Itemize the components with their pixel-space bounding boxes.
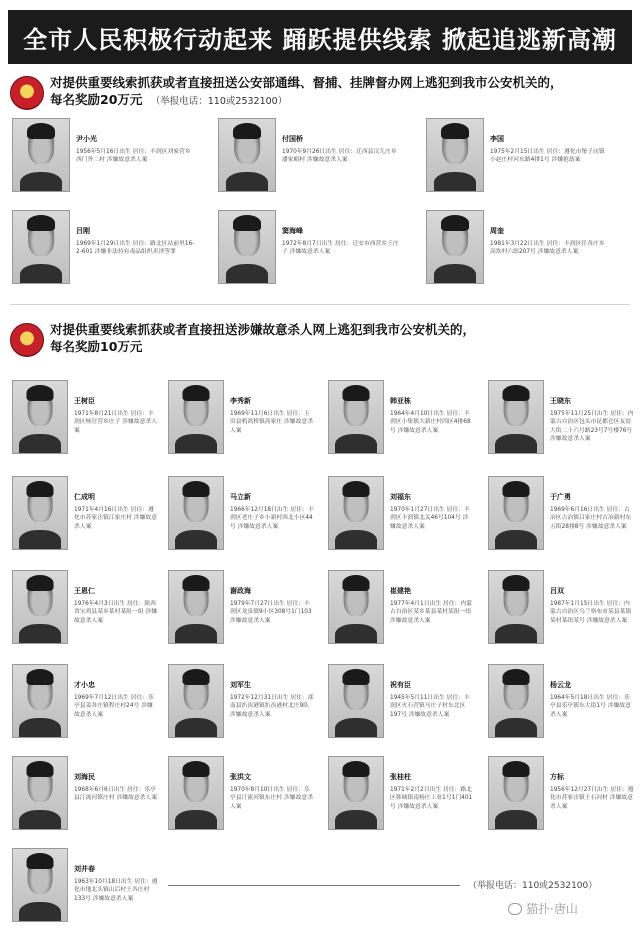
suspect-info: 1979年7月27日出生 居住：丰润区龙泉镇9小区308号1门103 涉嫌故意杀人案 [230, 601, 312, 624]
suspect-card [12, 756, 158, 830]
suspect-card [426, 210, 610, 284]
suspect-card [488, 570, 634, 644]
suspect-name: 王晓东 [550, 397, 571, 405]
suspect-info: 1969年1月29日出生 居住：路北区站前里16-2-601 涉嫌非法持有毒品组织卖淫等罪 [76, 241, 195, 256]
suspect-card [488, 476, 634, 550]
watermark [508, 900, 578, 917]
suspect-name: 刘福东 [390, 493, 411, 501]
suspect-info: 1964年4月10日出生 居住：丰润区小集镇大新庄村四区4排68号 涉嫌故意杀人案 [390, 411, 471, 434]
section1-line1: 对提供重要线索抓获或者直接扭送公安部通缉、督捕、挂牌督办网上逃犯到我市公安机关的， [50, 75, 563, 90]
suspect-name: 吕双 [550, 587, 564, 595]
suspect-name: 于广勇 [550, 493, 571, 501]
suspect-photo [12, 118, 70, 192]
suspect-info: 1966年12月18日出生 居住：丰润区老庄子乡小新村西北小区44号 涉嫌故意杀人案 [230, 507, 314, 530]
suspect-photo [328, 570, 384, 644]
suspect-name: 张洪文 [230, 773, 251, 781]
suspect-name: 马立新 [230, 493, 251, 501]
suspect-info: 1976年4月3日出生 居住：陕西省宝鸡县某乡某村某组一组 涉嫌故意杀人案 [74, 601, 157, 624]
suspect-card [218, 118, 402, 192]
suspect-name: 李国 [490, 135, 504, 143]
footer-rule [168, 885, 460, 886]
suspect-photo [12, 380, 68, 454]
suspect-photo [168, 476, 224, 550]
suspect-photo [12, 476, 68, 550]
suspect-info: 1968年6月6日出生 居住：乐亭县汀流河镇庄村 涉嫌故意杀人案 [74, 787, 157, 802]
suspect-name: 窦海峰 [282, 227, 303, 235]
suspect-info: 1945年5月11日出生 居住：丰润区火石营镇马庄子村东北区197号 涉嫌故意杀人案 [390, 695, 470, 718]
suspect-name: 刘井春 [74, 865, 95, 873]
section2-heading [10, 321, 475, 357]
footer-phone: （举报电话：110或2532100） [468, 881, 598, 891]
suspect-name: 吕刚 [76, 227, 90, 235]
suspect-photo [168, 570, 224, 644]
section-divider [10, 304, 630, 305]
suspect-card [168, 664, 314, 738]
suspect-card [488, 380, 634, 454]
suspect-card [12, 210, 196, 284]
suspect-info: 1970年9月26日出生 居住：迁西县汉儿庄乡潘家峪村 涉嫌故意杀人案 [282, 149, 397, 164]
suspect-name: 周奎 [490, 227, 504, 235]
suspect-info: 1956年12月27日出生 居住：遵化市苏家洼镇王石河村 涉嫌故意杀人案 [550, 787, 634, 810]
suspect-name: 付国桥 [282, 135, 303, 143]
suspect-name: 王树臣 [74, 397, 95, 405]
suspect-card [168, 570, 314, 644]
suspect-info: 1969年11月6日出生 居住：玉田县鸦鸿桥镇高家庄 涉嫌故意杀人案 [230, 411, 313, 434]
suspect-photo [426, 118, 484, 192]
suspect-photo [488, 664, 544, 738]
suspect-info: 1975年11月25日出生 居住：内蒙古自治区包头市昆都仑区友谊大街二十六号路23号7号楼76号 涉嫌故意杀人案 [550, 411, 634, 443]
suspect-card [328, 380, 474, 454]
suspect-card [488, 664, 634, 738]
suspect-photo [12, 848, 68, 922]
suspect-name: 仁成明 [74, 493, 95, 501]
suspect-info: 1970年1月27日出生 居住：丰润区丰润镇北关46号104号 涉嫌故意杀人案 [390, 507, 470, 530]
suspect-card [328, 476, 474, 550]
suspect-info: 1970年8月10日出生 居住：乐亭县汀流河镇东庄村 涉嫌故意杀人案 [230, 787, 313, 810]
suspect-info: 1975年2月15日出生 居住：遵化市堡子店镇小赵庄村河东路4排1号 涉嫌抢劫案 [490, 149, 605, 164]
suspect-card [12, 570, 158, 644]
suspect-photo [328, 756, 384, 830]
suspect-card [168, 476, 314, 550]
suspect-photo [328, 380, 384, 454]
suspect-name: 杨云龙 [550, 681, 571, 689]
suspect-photo [426, 210, 484, 284]
suspect-card [488, 756, 634, 830]
suspect-name: 尹小光 [76, 135, 97, 143]
suspect-photo [488, 476, 544, 550]
suspect-info: 1977年4月1日出生 居住：内蒙古自治区某乡某县某村某组一组 涉嫌故意杀人案 [390, 601, 472, 624]
suspect-info: 1972年8月7日出生 居住：迁安市西营乡王庄子 涉嫌故意杀人案 [282, 241, 399, 256]
suspect-info: 1987年1月15日出生 居住：内蒙古自治区乌兰察布市某县某镇某村某组某号 涉嫌故意杀人案 [550, 601, 632, 624]
suspect-card [12, 380, 158, 454]
suspect-name: 王恩仁 [74, 587, 95, 595]
suspect-name: 刘军生 [230, 681, 251, 689]
suspect-photo [488, 380, 544, 454]
suspect-info: 1971年2月2日出生 居住：路北区韩城镇南杨庄工业1号1门401号 涉嫌故意杀人案 [390, 787, 473, 810]
suspect-name: 方标 [550, 773, 564, 781]
section1-phone: （举报电话：110或2532100） [150, 96, 288, 107]
suspect-info: 1969年6月16日出生 居住：古冶区古冶镇吕家庄村古冶新村东五街28排8号 涉嫌故意杀人案 [550, 507, 632, 530]
suspect-photo [168, 664, 224, 738]
suspect-card [168, 380, 314, 454]
suspect-info: 1963年10月18日出生 居住：遵化市地北头镇山后村王各庄村133号 涉嫌故意杀人案 [74, 879, 158, 902]
suspect-photo [12, 210, 70, 284]
suspect-card [328, 756, 474, 830]
watermark-text: 猫扑·唐山 [526, 902, 578, 916]
suspect-card [328, 570, 474, 644]
suspect-name: 崔建艳 [390, 587, 411, 595]
suspect-name: 韩亚栋 [390, 397, 411, 405]
suspect-photo [12, 756, 68, 830]
suspect-name: 张桂柱 [390, 773, 411, 781]
suspect-card [168, 756, 314, 830]
suspect-photo [168, 756, 224, 830]
wechat-icon [508, 903, 522, 915]
suspect-photo [218, 118, 276, 192]
suspect-card [12, 476, 158, 550]
suspect-info: 1969年7月12日出生 居住：乐亭县姜各庄镇程庄村24号 涉嫌故意杀人案 [74, 695, 154, 718]
suspect-card [328, 664, 474, 738]
suspect-info: 1972年12月31日出生 居住：滦南县扒齿港镇扒齿港村北庄9队 涉嫌故意杀人案 [230, 695, 314, 718]
suspect-card [12, 848, 158, 922]
police-emblem-icon [10, 76, 44, 110]
suspect-photo [488, 570, 544, 644]
section1-reward: 每名奖励20万元 [50, 92, 143, 107]
suspect-name: 李秀新 [230, 397, 251, 405]
page-banner: 全市人民积极行动起来 踊跃提供线索 掀起追逃新高潮 [8, 10, 632, 64]
section2-line1: 对提供重要线索抓获或者直接扭送涉嫌故意杀人网上逃犯到我市公安机关的， [50, 322, 476, 337]
suspect-photo [218, 210, 276, 284]
suspect-name: 刘海民 [74, 773, 95, 781]
suspect-photo [12, 664, 68, 738]
suspect-name: 祝有臣 [390, 681, 411, 689]
suspect-card [12, 118, 196, 192]
suspect-info: 1981年3月22日出生 居住：丰润区任各庄乡高坎村六组207号 涉嫌故意杀人案 [490, 241, 605, 256]
suspect-photo [168, 380, 224, 454]
suspect-photo [12, 570, 68, 644]
suspect-info: 1971年4月16日出生 居住：遵化市苏家洼镇江家庄村 涉嫌故意杀人案 [74, 507, 157, 530]
suspect-name: 谢政海 [230, 587, 251, 595]
police-emblem-icon [10, 323, 44, 357]
suspect-photo [328, 664, 384, 738]
section1-heading [10, 74, 563, 110]
suspect-name: 才小忠 [74, 681, 95, 689]
suspect-photo [328, 476, 384, 550]
suspect-info: 1964年5月18日出生 居住：乐亭县乐亭镇东大街1号 涉嫌故意杀人案 [550, 695, 631, 718]
suspect-photo [488, 756, 544, 830]
suspect-card [218, 210, 402, 284]
suspect-info: 1971年8月21日出生 居住：丰润区杨官营乡庄子 涉嫌故意杀人案 [74, 411, 157, 434]
suspect-card [426, 118, 610, 192]
suspect-info: 1956年5月16日出生 居住：丰润区刘家营乡西门外二村 涉嫌故意杀人案 [76, 149, 191, 164]
section2-reward: 每名奖励10万元 [50, 339, 143, 354]
suspect-card [12, 664, 158, 738]
